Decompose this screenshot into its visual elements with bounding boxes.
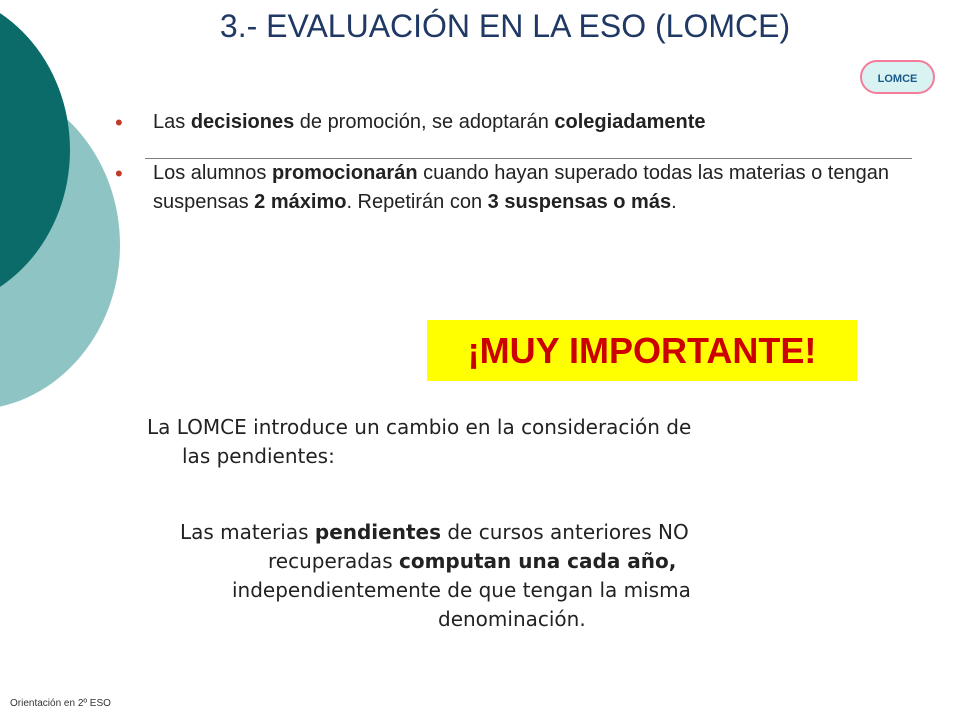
divider-line [145, 158, 912, 159]
bullet-decisiones: • Las decisiones de promoción, se adoptarán colegiadamente [115, 110, 706, 135]
bullet-list [115, 108, 915, 217]
bullet-icon: • [115, 110, 123, 135]
important-banner: ¡MUY IMPORTANTE! [427, 320, 857, 381]
bullet-icon: • [115, 161, 123, 186]
paragraph-line: independientemente de que tengan la misma [232, 578, 691, 602]
paragraph-line: Las materias pendientes de cursos anteriores NO [180, 520, 689, 544]
paragraph-line: recuperadas computan una cada año, [268, 549, 677, 573]
paragraph-line: denominación. [438, 607, 586, 631]
paragraph-line: La LOMCE introduce un cambio en la consideración de [147, 415, 692, 439]
footer-text: Orientación en 2º ESO [10, 698, 111, 709]
paragraph-line: las pendientes: [182, 444, 335, 468]
lomce-change-paragraph [147, 413, 887, 471]
pendientes-paragraph [180, 518, 860, 634]
bullet-promocion: • Los alumnos promocionarán cuando hayan superado todas las materias o tengan suspensas 2 máximo. Repetirán con 3 suspensas o más. [115, 161, 889, 213]
lomce-badge: LOMCE [860, 60, 935, 94]
slide-title: 3.- EVALUACIÓN EN LA ESO (LOMCE) [219, 8, 791, 44]
